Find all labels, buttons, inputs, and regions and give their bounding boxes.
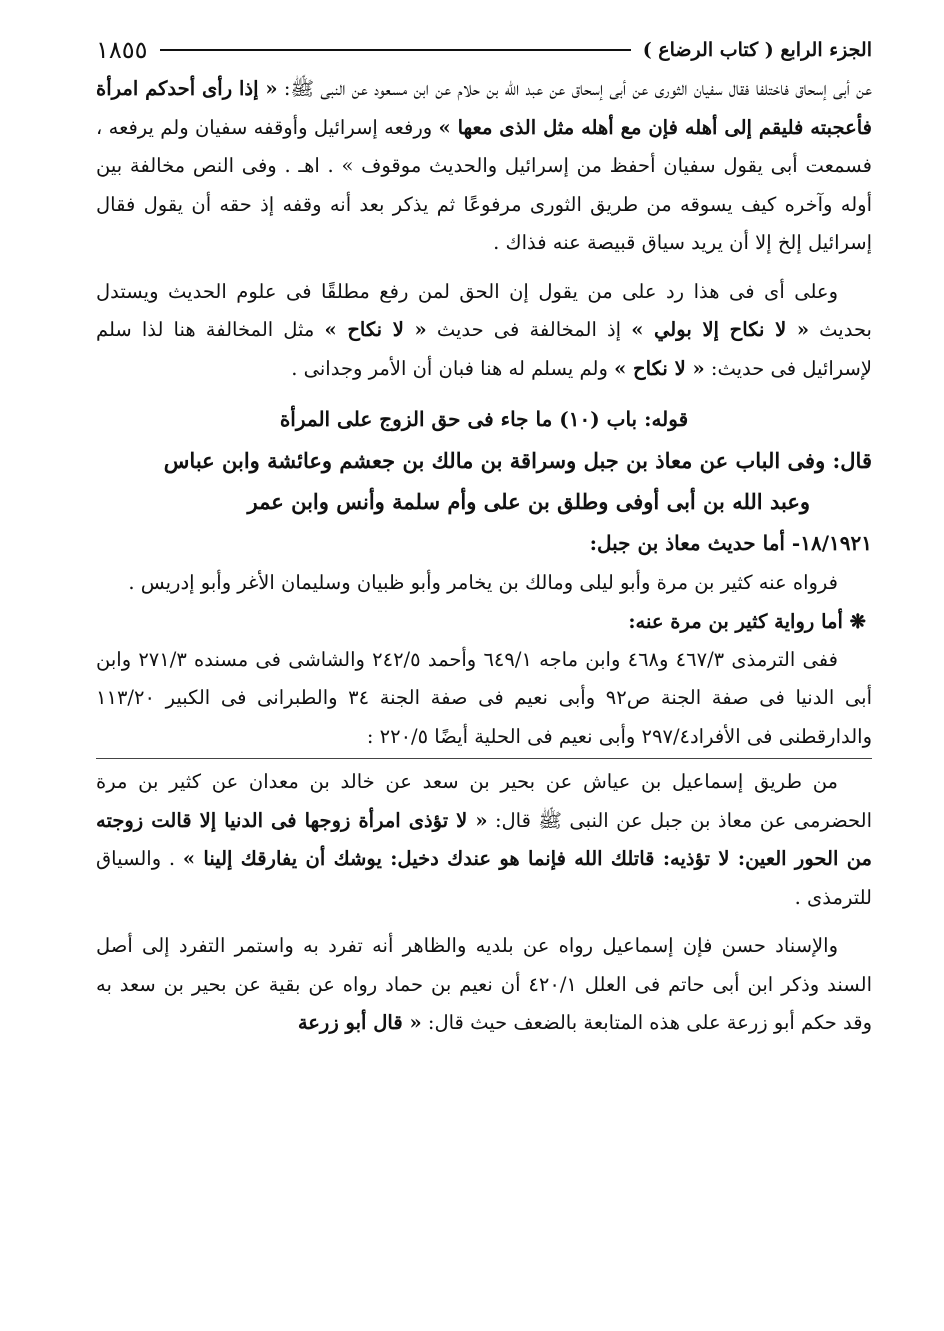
paragraph-4: ففى الترمذى ٤٦٧/٣ و٤٦٨ وابن ماجه ٦٤٩/١ وأحمد ٢٤٢/٥ والشاشى فى مسنده ٢٧١/٣ وابن أبى الدنيا فى صفة الجنة ص٩٢ وأبى نعيم فى صفة الجنة ٣٤ والطبرانى فى الكبير ١١٣/٢٠ والدارقطنى فى الأفراد٢٩٧/٤ وأبى نعيم فى الحلية أيضًا ٢٢٠/٥ : xyxy=(96,647,873,748)
p6-text-a: والإسناد حسن فإن إسماعيل رواه عن بلديه والظاهر أنه تفرد به واستمر التفرد إلى أصل السند وذكر ابن أبى حاتم فى العلل ٤٢٠/١ أن نعيم بن حماد رواه عن بقية عن بحير بن سعد به وقد حكم أبو زرعة على هذه المتابعة بالضعف حيث قال: xyxy=(96,934,872,1034)
page-number: ١٨٥٥ xyxy=(96,36,148,64)
p5-text-a: من طريق إسماعيل بن عياش عن بحير بن سعد عن خالد بن معدان عن كثير بن مرة الحضرمى عن معاذ بن جبل عن النبى ﷺ قال: xyxy=(96,770,872,832)
paragraph-1 xyxy=(96,70,872,263)
p2-quote-3: « لا نكاح » xyxy=(614,356,705,380)
chapter-heading: قوله: باب (١٠) ما جاء فى حق الزوج على المرأة xyxy=(279,407,689,431)
paragraph-6 xyxy=(96,927,872,1043)
header-rule xyxy=(160,49,631,51)
p1-text-a: عن أبى إسحاق فاختلفا فقال سفيان الثورى عن أبى إسحاق عن عبد الله بن حلام عن ابن مسعود عن النبى ﷺ: xyxy=(277,77,873,100)
p6-quote: « قال أبو زرعة xyxy=(297,1011,422,1034)
p2-text-e: مثل المخالفة هنا لذا سلم لإسرائيل فى حديث: xyxy=(96,318,872,380)
document-page xyxy=(96,30,872,1043)
qal-block xyxy=(96,440,872,522)
p2-quote-1: « لا نكاح إلا بولي » xyxy=(631,318,810,341)
p5-hadith-quote: « لا تؤذى امرأة زوجها فى الدنيا إلا قالت زوجته من الحور العين: لا تؤذيه: قاتلك الله فإنما هو عندك دخيل: يوشك أن يفارقك إلينا » xyxy=(96,808,872,870)
p5-text-c: . والسياق للترمذى . xyxy=(96,847,872,909)
header-title: الجزء الرابع ( كتاب الرضاع ) xyxy=(642,39,872,61)
p2-quote-2: « لا نكاح » xyxy=(324,318,427,341)
qal-line-1: قال: وفى الباب عن معاذ بن جبل وسراقة بن مالك بن جعشم وعائشة وابن عباس xyxy=(163,448,872,473)
p2-text-g: ولم يسلم له هنا فبان أن الأمر وجدانى . xyxy=(291,356,615,380)
section-divider xyxy=(96,758,872,759)
p1-hadith-quote: « إذا رأى أحدكم امرأة فأعجبته فليقم إلى أهله فإن مع أهله مثل الذى معها » xyxy=(96,77,872,139)
hadith-subheading: ١٨/١٩٢١- أما حديث معاذ بن جبل: xyxy=(589,531,872,555)
paragraph-2 xyxy=(96,273,872,389)
qal-line-2: وعبد الله بن أبى أوفى وطلق بن على وأم سلمة وأنس وابن عمر xyxy=(247,489,810,514)
running-header xyxy=(96,30,872,70)
paragraph-5 xyxy=(96,763,872,917)
p2-text-c: إذ المخالفة فى حديث xyxy=(426,318,632,341)
paragraph-3: فرواه عنه كثير بن مرة وأبو ليلى ومالك بن يخامر وأبو ظبيان وسليمان الأغر وأبو إدريس . xyxy=(128,571,838,594)
p2-text-a: وعلى أى فى هذا رد على من يقول إن الحق لمن رفع مطلقًا فى علوم الحديث ويستدل بحديث xyxy=(96,279,872,341)
p1-text-c: ورفعه إسرائيل وأوقفه سفيان ولم يرفعه ، فسمعت أبى يقول سفيان أحفظ من إسرائيل والحديث موقوف » . اهـ . وفى النص مخالفة بين أوله وآخره كيف يسوقه من طريق الثورى مرفوعًا ثم يذكر بعد أنه وقفه إذ حقه أن يقول فقال إسرائيل إلخ إلا أن يريد سياق قبيصة عنه فذاك . xyxy=(96,115,872,254)
narration-subheading: ❋ أما رواية كثير بن مرة عنه: xyxy=(628,609,866,633)
